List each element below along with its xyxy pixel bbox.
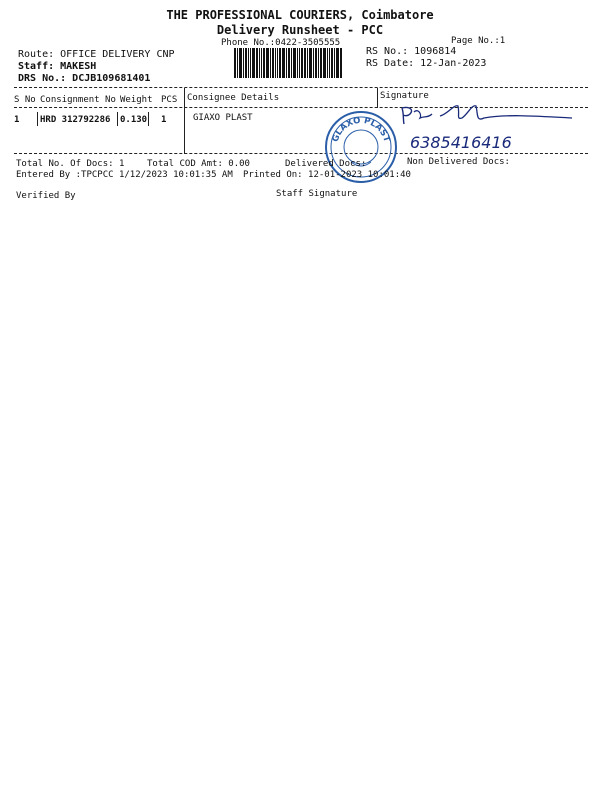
cell-border bbox=[37, 112, 38, 126]
header-weight: Weight bbox=[120, 95, 153, 105]
staff-label: Staff: MAKESH bbox=[18, 61, 97, 72]
entered-by: Entered By :TPCPCC 1/12/2023 10:01:35 AM bbox=[16, 170, 233, 180]
staff-signature: Staff Signature bbox=[276, 189, 358, 199]
svg-text:GLAXO PLAST: GLAXO PLAST bbox=[330, 115, 392, 144]
header-pcs: PCS bbox=[161, 95, 178, 105]
printed-on: Printed On: 12-01-2023 10:01:40 bbox=[243, 170, 411, 180]
total-cod: Total COD Amt: 0.00 bbox=[147, 159, 250, 169]
total-docs: Total No. Of Docs: 1 bbox=[16, 159, 125, 169]
page-number: Page No.:1 bbox=[451, 36, 506, 46]
handwritten-phone: 6385416416 bbox=[410, 133, 512, 152]
rs-number: RS No.: 1096814 bbox=[366, 46, 457, 57]
cell-border bbox=[148, 112, 149, 126]
header-consignment: Consignment No bbox=[40, 95, 116, 105]
non-delivered-docs: Non Delivered Docs: bbox=[407, 157, 510, 167]
verified-by: Verified By bbox=[16, 191, 76, 201]
rs-date: RS Date: 12-Jan-2023 bbox=[366, 58, 487, 69]
row-sno: 1 bbox=[14, 115, 20, 125]
row-consignment: HRD 312792286 bbox=[40, 115, 111, 125]
delivered-docs: Delivered Docs: bbox=[285, 159, 367, 169]
header-consignee: Consignee Details bbox=[187, 93, 280, 103]
sheet-title: Delivery Runsheet - PCC bbox=[216, 23, 384, 37]
header-sno: S No bbox=[14, 95, 36, 105]
divider bbox=[14, 87, 588, 88]
drs-number: DRS No.: DCJB109681401 bbox=[18, 73, 151, 84]
row-consignee: GIAXO PLAST bbox=[193, 113, 253, 123]
header-signature: Signature bbox=[380, 91, 429, 101]
route-label: Route: OFFICE DELIVERY CNP bbox=[18, 49, 175, 60]
column-divider bbox=[377, 88, 378, 108]
column-divider bbox=[184, 88, 185, 154]
barcode bbox=[234, 48, 358, 78]
row-pcs: 1 bbox=[161, 115, 167, 125]
company-name: THE PROFESSIONAL COURIERS, Coimbatore bbox=[166, 8, 434, 22]
row-weight: 0.130 bbox=[120, 115, 148, 125]
phone-number: Phone No.:0422-3505555 bbox=[221, 38, 341, 48]
cell-border bbox=[117, 112, 118, 126]
handwritten-signature bbox=[396, 100, 576, 158]
